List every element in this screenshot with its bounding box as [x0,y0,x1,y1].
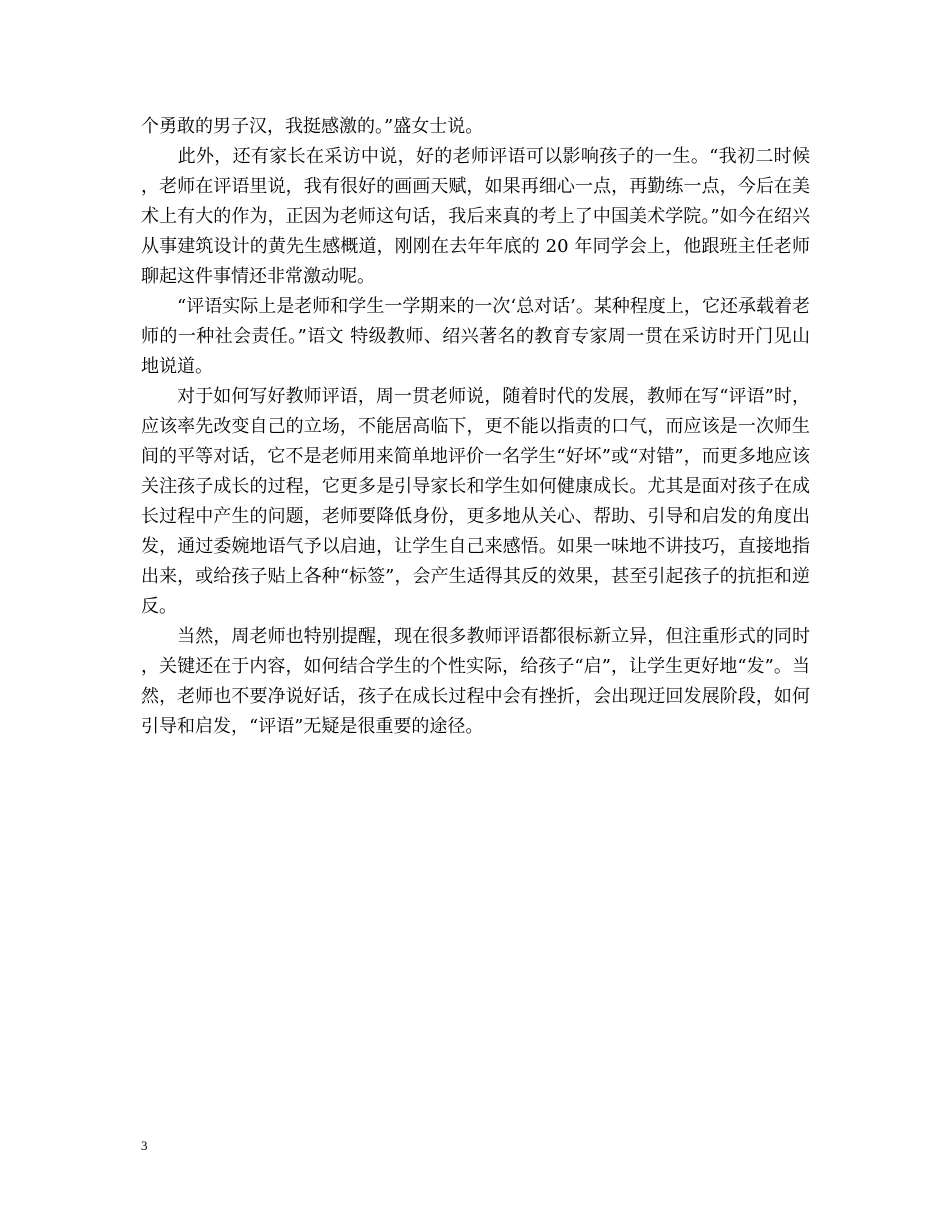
paragraph-5: 当然，周老师也特别提醒，现在很多教师评语都很标新立异，但注重形式的同时，关键还在于内容，如何结合学生的个性实际，给孩子“启”，让学生更好地“发”。当然，老师也不要净说好话，孩子在成长过程中会有挫折，会出现迂回发展阶段，如何引导和启发，“评语”无疑是很重要的途径。 [141,626,810,737]
paragraph-3: “评语实际上是老师和学生一学期来的一次‘总对话’。某种程度上，它还承载着老师的一种社会责任。”语文 特级教师、绍兴著名的教育专家周一贯在采访时开门见山地说道。 [141,296,810,377]
paragraph-2: 此外，还有家长在采访中说，好的老师评语可以影响孩子的一生。“我初二时候，老师在评语里说，我有很好的画画天赋，如果再细心一点，再勤练一点，今后在美术上有大的作为，正因为老师这句话，我后来真的考上了中国美术学院。”如今在绍兴从事建筑设计的黄先生感概道，刚刚在去年年底的 20 年同学会上，他跟班主任老师聊起这件事情还非常激动呢。 [141,146,810,287]
page-number: 3 [141,1138,148,1153]
paragraph-1: 个勇敢的男子汉，我挺感激的。”盛女士说。 [141,116,484,137]
paragraph-4: 对于如何写好教师评语，周一贯老师说，随着时代的发展，教师在写“评语”时，应该率先改变自己的立场，不能居高临下，更不能以指责的口气，而应该是一次师生间的平等对话，它不是老师用来简单地评价一名学生“好坏”或“对错”，而更多地应该关注孩子成长的过程，它更多是引导家长和学生如何健康成长。尤其是面对孩子在成长过程中产生的问题，老师要降低身份，更多地从关心、帮助、引导和启发的角度出发，通过委婉地语气予以启迪，让学生自己来感悟。如果一味地不讲技巧，直接地指出来，或给孩子贴上各种“标签”，会产生适得其反的效果，甚至引起孩子的抗拒和逆反。 [141,386,810,617]
document-body [141,112,810,742]
